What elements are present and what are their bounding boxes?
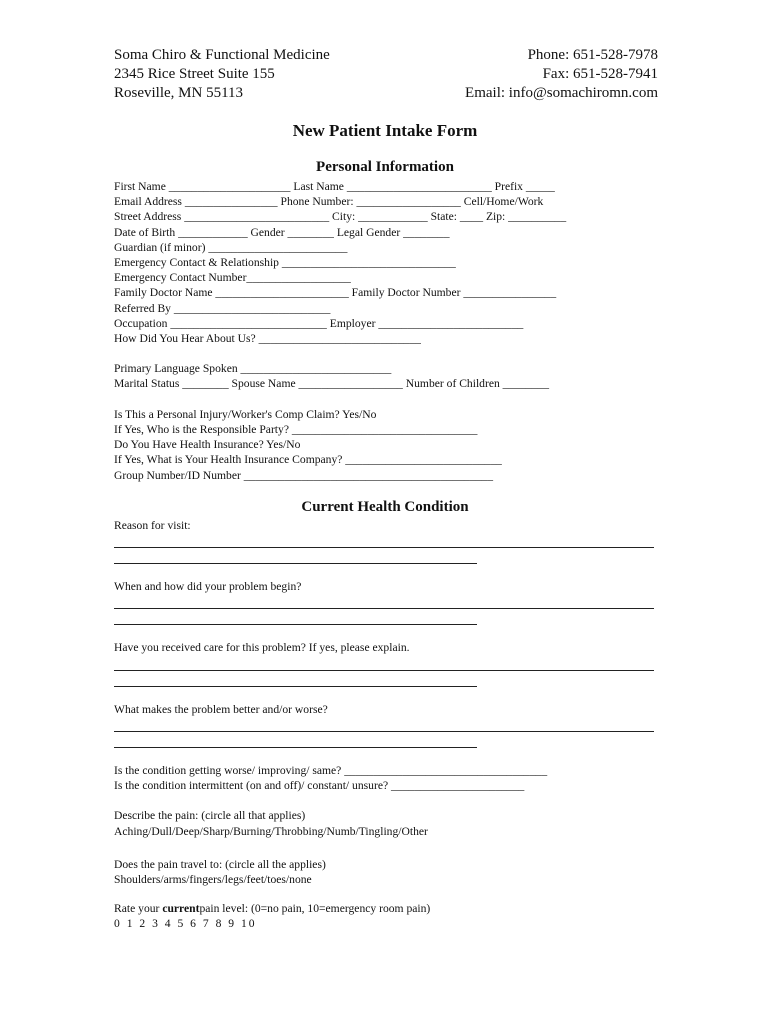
pain-travel-options[interactable]: Shoulders/arms/fingers/legs/feet/toes/none xyxy=(114,872,312,886)
group-number-field-line[interactable]: Group Number/ID Number ___________________________________________ xyxy=(114,468,494,482)
pain-rating-label xyxy=(114,901,659,916)
prior-care-label: Have you received care for this problem? If yes, please explain. xyxy=(114,641,410,655)
clinic-city: Roseville, MN 55113 xyxy=(114,85,244,101)
condition-pattern-field-line[interactable]: Is the condition intermittent (on and off)/ constant/ unsure? _______________________ xyxy=(114,778,525,792)
clinic-email: Email: info@somachiromn.com xyxy=(465,85,658,101)
email-phone-field-line[interactable]: Email Address ________________ Phone Number: __________________ Cell/Home/Work xyxy=(114,195,544,209)
clinic-name: Soma Chiro & Functional Medicine xyxy=(114,47,330,63)
occupation-field-line[interactable]: Occupation ___________________________ Employer _________________________ xyxy=(114,316,524,330)
pain-rating-scale[interactable]: 0 1 2 3 4 5 6 7 8 9 10 xyxy=(114,917,257,931)
emergency-contact-field-line[interactable]: Emergency Contact & Relationship ______________________________ xyxy=(114,255,456,269)
answer-line[interactable] xyxy=(114,672,477,687)
reason-for-visit-label: Reason for visit: xyxy=(114,519,191,532)
injury-claim-line[interactable]: Is This a Personal Injury/Worker's Comp Claim? Yes/No xyxy=(114,407,377,421)
spacer xyxy=(114,749,659,763)
insurance-company-field-line[interactable]: If Yes, What is Your Health Insurance Company? ___________________________ xyxy=(114,453,502,467)
spacer xyxy=(114,626,659,640)
personal-info-fields xyxy=(114,179,659,483)
describe-pain-label: Describe the pain: (circle all that applies) xyxy=(114,809,306,823)
condition-trend-field-line[interactable]: Is the condition getting worse/ improving/ same? ___________________________________ xyxy=(114,763,548,777)
referred-by-field-line[interactable]: Referred By ___________________________ xyxy=(114,301,331,315)
family-doctor-field-line[interactable]: Family Doctor Name _______________________ Family Doctor Number ________________ xyxy=(114,286,557,300)
pain-travel-label: Does the pain travel to: (circle all the applies) xyxy=(114,857,326,871)
pain-type-options[interactable]: Aching/Dull/Deep/Sharp/Burning/Throbbing/Numb/Tingling/Other xyxy=(114,824,428,838)
name-field-line[interactable]: First Name _____________________ Last Name _________________________ Prefix _____ xyxy=(114,180,555,193)
answer-line[interactable] xyxy=(114,533,654,548)
answer-line[interactable] xyxy=(114,656,654,671)
health-condition-heading: Current Health Condition xyxy=(301,499,469,515)
emergency-number-field-line[interactable]: Emergency Contact Number__________________ xyxy=(114,271,351,285)
dob-gender-field-line[interactable]: Date of Birth ____________ Gender ________ Legal Gender ________ xyxy=(114,225,450,239)
guardian-field-line[interactable]: Guardian (if minor) ________________________ xyxy=(114,240,348,254)
hear-about-field-line[interactable]: How Did You Hear About Us? ____________________________ xyxy=(114,331,421,345)
clinic-street: 2345 Rice Street Suite 155 xyxy=(114,66,275,82)
answer-line[interactable] xyxy=(114,733,477,748)
spacer xyxy=(114,839,659,857)
answer-line[interactable] xyxy=(114,717,654,732)
personal-info-heading: Personal Information xyxy=(316,159,454,175)
spacer xyxy=(114,887,659,901)
answer-line[interactable] xyxy=(114,549,477,564)
answer-line[interactable] xyxy=(114,594,654,609)
clinic-fax: Fax: 651-528-7941 xyxy=(542,66,658,82)
spacer xyxy=(114,392,659,407)
pain-rating-pre: Rate your xyxy=(114,902,160,916)
language-field-line[interactable]: Primary Language Spoken __________________________ xyxy=(114,362,392,376)
clinic-address-block xyxy=(114,46,330,103)
clinic-phone: Phone: 651-528-7978 xyxy=(527,47,658,63)
clinic-contact-block xyxy=(465,46,658,103)
spacer xyxy=(114,793,659,808)
pain-rating-emphasis: current xyxy=(162,902,200,916)
answer-line[interactable] xyxy=(114,610,477,625)
address-field-line[interactable]: Street Address _________________________ City: ____________ State: ____ Zip: __________ xyxy=(114,210,567,224)
spacer xyxy=(114,565,659,579)
responsible-party-field-line[interactable]: If Yes, Who is the Responsible Party? ________________________________ xyxy=(114,423,478,436)
pain-rating-post: pain level: (0=no pain, 10=emergency room pain) xyxy=(199,902,431,916)
better-worse-label: What makes the problem better and/or worse? xyxy=(114,702,328,716)
insurance-question-line[interactable]: Do You Have Health Insurance? Yes/No xyxy=(114,438,301,452)
health-condition-fields xyxy=(114,518,659,931)
spacer xyxy=(114,688,659,702)
problem-begin-label: When and how did your problem begin? xyxy=(114,580,302,594)
marital-field-line[interactable]: Marital Status ________ Spouse Name __________________ Number of Children ________ xyxy=(114,377,550,391)
form-title: New Patient Intake Form xyxy=(292,121,478,140)
spacer xyxy=(114,346,659,361)
